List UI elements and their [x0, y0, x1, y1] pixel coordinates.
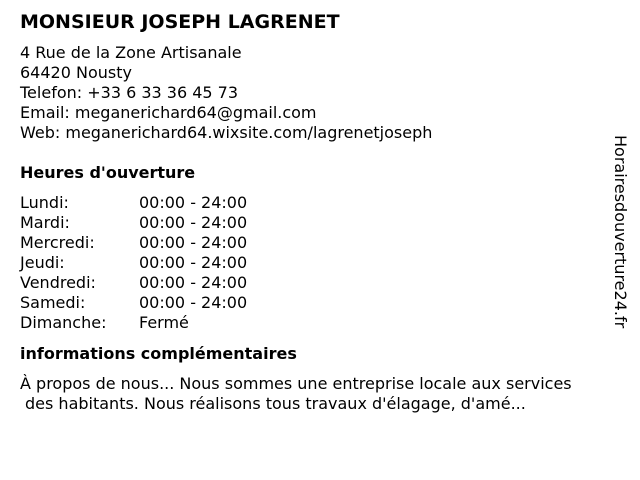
hours-day: Mardi:: [20, 213, 70, 232]
about-line-1: À propos de nous... Nous sommes une entreprise locale aux services: [20, 374, 572, 393]
phone-number: Telefon: +33 6 33 36 45 73: [20, 83, 239, 102]
hours-day: Dimanche:: [20, 313, 107, 332]
hours-row-lundi: [20, 193, 610, 213]
hours-time: 00:00 - 24:00: [139, 193, 248, 212]
hours-row-jeudi: [20, 253, 610, 273]
business-card: [20, 10, 610, 414]
hours-time: 00:00 - 24:00: [139, 233, 248, 252]
hours-day: Mercredi:: [20, 233, 95, 252]
address-street: 4 Rue de la Zone Artisanale: [20, 43, 242, 62]
contact-block: [20, 43, 610, 143]
hours-row-mercredi: [20, 233, 610, 253]
website: Web: meganerichard64.wixsite.com/lagrenetjoseph: [20, 123, 433, 142]
about-line-2: des habitants. Nous réalisons tous travaux d'élagage, d'amé...: [25, 394, 526, 413]
hours-row-samedi: [20, 293, 610, 313]
business-name: MONSIEUR JOSEPH LAGRENET: [20, 11, 340, 33]
hours-time: 00:00 - 24:00: [139, 273, 248, 292]
hours-time: Fermé: [139, 313, 189, 332]
site-watermark: Horairesdouverture24.fr: [611, 135, 630, 329]
info-heading: informations complémentaires: [20, 344, 297, 363]
hours-time: 00:00 - 24:00: [139, 253, 248, 272]
hours-day: Samedi:: [20, 293, 86, 312]
about-text: [20, 374, 610, 414]
hours-table: [20, 193, 610, 333]
address-city: 64420 Nousty: [20, 63, 132, 82]
email-address: Email: meganerichard64@gmail.com: [20, 103, 317, 122]
hours-row-mardi: [20, 213, 610, 233]
hours-row-vendredi: [20, 273, 610, 293]
hours-time: 00:00 - 24:00: [139, 213, 248, 232]
hours-day: Jeudi:: [20, 253, 65, 272]
hours-day: Vendredi:: [20, 273, 96, 292]
hours-time: 00:00 - 24:00: [139, 293, 248, 312]
hours-day: Lundi:: [20, 193, 69, 212]
hours-row-dimanche: [20, 313, 610, 333]
hours-heading: Heures d'ouverture: [20, 163, 196, 182]
